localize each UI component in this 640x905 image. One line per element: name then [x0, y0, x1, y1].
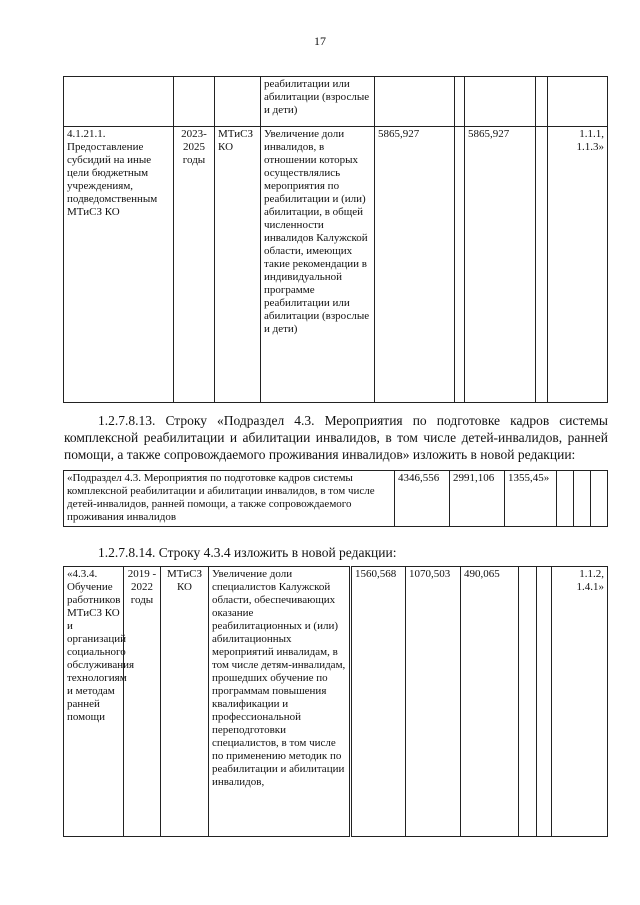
table-row	[64, 77, 608, 127]
executor-cell: МТиСЗ КО	[161, 567, 209, 837]
measures-table-3	[63, 566, 608, 837]
subsection-table	[63, 470, 608, 527]
year-value-cell: 5865,927	[465, 127, 536, 403]
measure-code-cell: «4.3.4. Обучение работников МТиСЗ КО и организаций социального обслуживания технологиям и методам ранней помощи	[64, 567, 124, 837]
indicator-cell: реабилитации или абилитации (взрослые и дети)	[261, 77, 375, 127]
years-cell: 2019 - 2022 годы	[124, 567, 161, 837]
links-cell: 1.1.2, 1.4.1»	[552, 567, 608, 837]
links-cell: 1.1.1, 1.1.3»	[548, 127, 608, 403]
total-cell: 5865,927	[375, 127, 455, 403]
paragraph-1-2-7-8-14: 1.2.7.8.14. Строку 4.3.4 изложить в новой редакции:	[98, 545, 397, 560]
measure-code-cell: 4.1.21.1. Предоставление субсидий на иные цели бюджетным учреждениям, подведомственным МТиСЗ КО	[64, 127, 174, 403]
paragraph-1-2-7-8-13: 1.2.7.8.13. Строку «Подраздел 4.3. Мероприятия по подготовке кадров системы комплексной реабилитации и абилитации инвалидов, в том числе детей-инвалидов, ранней помощи, а также сопровождаемого проживания инвалидов» изложить в новой редакции:	[64, 413, 608, 462]
table-row	[64, 567, 608, 837]
indicator-cell: Увеличение доли специалистов Калужской области, обеспечивающих оказание реабилитационных и (или) абилитационных мероприятий инвалидам, в том числе детям-инвалидам, прошедших обучение по программам повышения квалификации и профессиональной переподготовки специалистов, в том числе по применению методик по реабилитации и абилитации инвалидов,	[209, 567, 351, 837]
table-row	[64, 471, 608, 527]
subsection-title-cell: «Подраздел 4.3. Мероприятия по подготовке кадров системы комплексной реабилитации и абилитации инвалидов, в том числе детей-инвалидов, ранней помощи, а также сопровождаемого проживания инвалидов	[64, 471, 395, 527]
value-cell: 490,065	[461, 567, 519, 837]
executor-cell: МТиСЗ КО	[215, 127, 261, 403]
page-number: 17	[314, 34, 326, 48]
value-cell: 1560,568	[351, 567, 406, 837]
value-cell: 1355,45»	[505, 471, 557, 527]
value-cell: 4346,556	[395, 471, 450, 527]
indicator-cell: Увеличение доли инвалидов, в отношении которых осуществлялись мероприятия по реабилитации и (или) абилитации, в общей численности инвалидов Калужской области, имеющих такие рекомендации в индивидуальной программе реабилитации или абилитации (взрослые и дети)	[261, 127, 375, 403]
table-row	[64, 127, 608, 403]
value-cell: 2991,106	[450, 471, 505, 527]
value-cell: 1070,503	[406, 567, 461, 837]
years-cell: 2023-2025 годы	[174, 127, 215, 403]
measures-table-1	[63, 76, 608, 403]
